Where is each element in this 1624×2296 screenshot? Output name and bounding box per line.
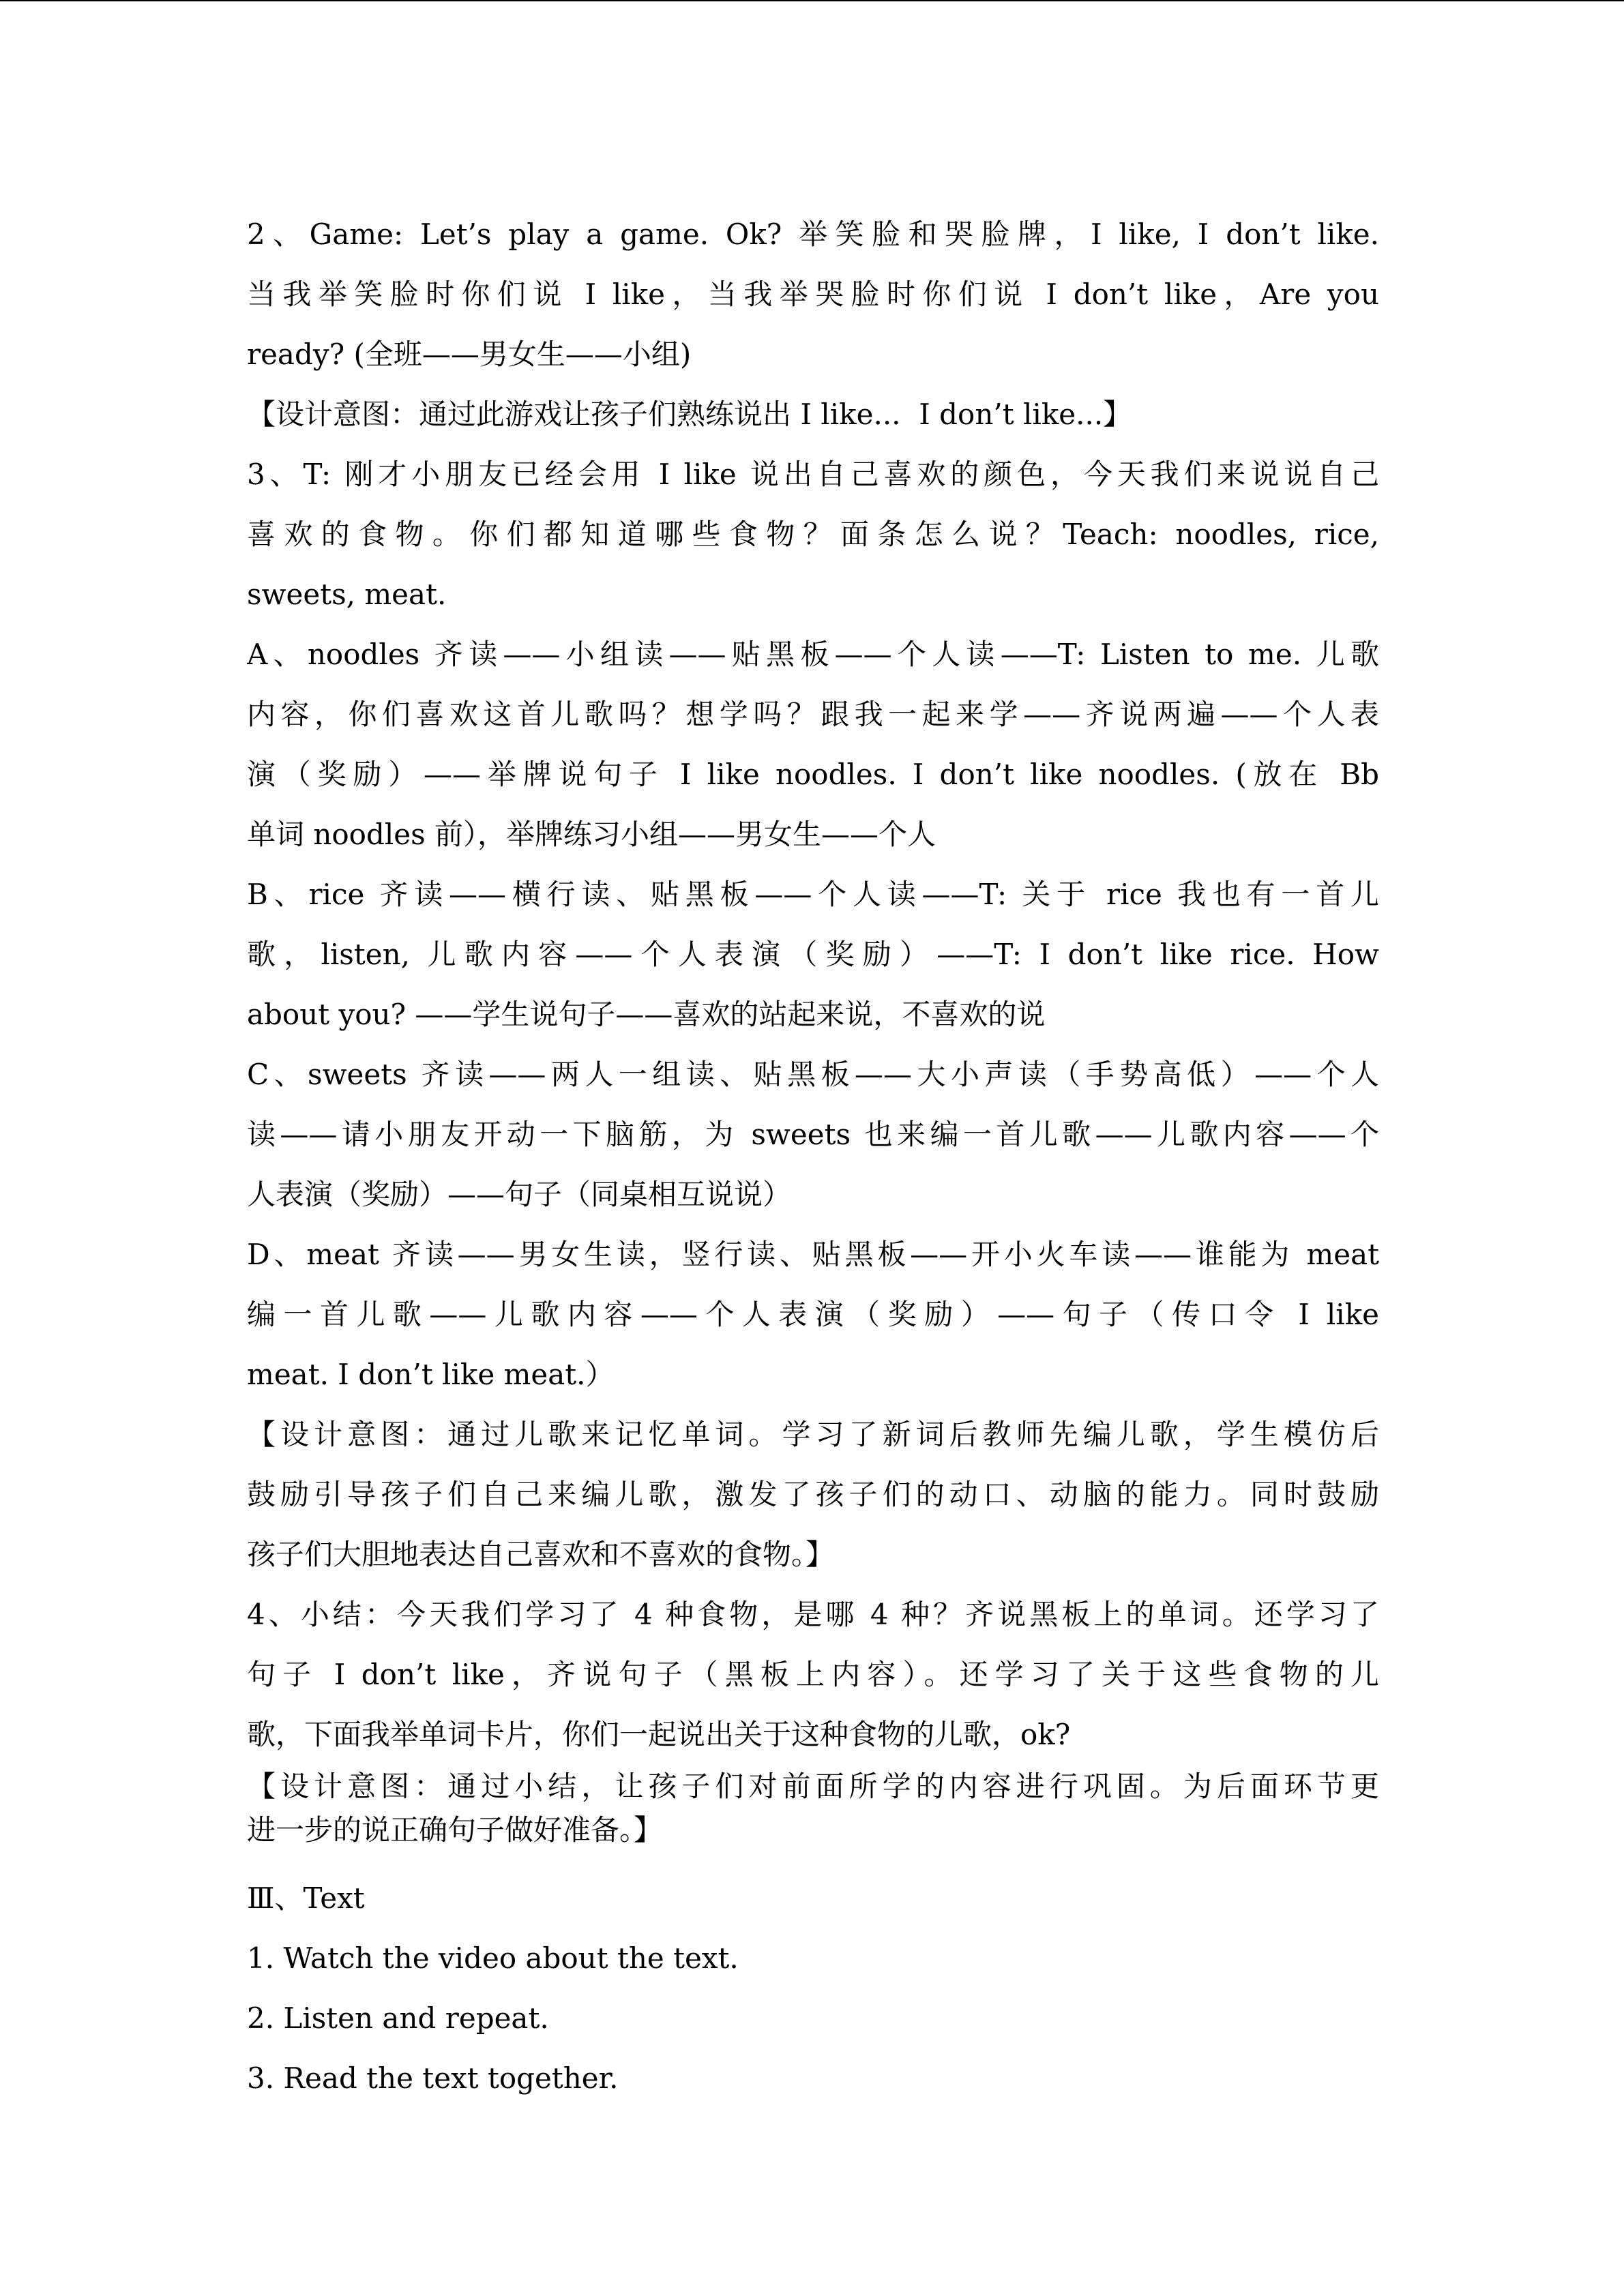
design-intent-line: 【设计意图：通过此游戏让孩子们熟练说出 I like... I don’t like...】 (247, 398, 1132, 431)
section-heading: Ⅲ、Text (247, 1881, 365, 1915)
design-intent-line: 【设计意图：通过小结，让孩子们对前面所学的内容进行巩固。为后面环节更 (247, 1770, 1379, 1803)
text-line: 读——请小朋友开动一下脑筋，为 sweets 也来编一首儿歌——儿歌内容——个 (247, 1118, 1379, 1151)
text-line: 人表演（奖励）——句子（同桌相互说说） (247, 1178, 792, 1211)
text-line: 3、T: 刚才小朋友已经会用 I like 说出自己喜欢的颜色，今天我们来说说自己 (247, 458, 1379, 491)
text-line: A、noodles 齐读——小组读——贴黑板——个人读——T: Listen to me. 儿歌 (247, 638, 1379, 671)
text-line: 2、Game: Let’s play a game. Ok? 举笑脸和哭脸牌，I like, I don’t like. (247, 218, 1379, 251)
text-line: B、rice 齐读——横行读、贴黑板——个人读——T: 关于 rice 我也有一首儿 (247, 878, 1379, 911)
design-intent-line: 鼓励引导孩子们自己来编儿歌，激发了孩子们的动口、动脑的能力。同时鼓励 (247, 1478, 1379, 1511)
list-item: 3. Read the text together. (247, 2061, 619, 2095)
list-item: 2. Listen and repeat. (247, 2001, 549, 2035)
text-line: 句子 I don’t like，齐说句子（黑板上内容）。还学习了关于这些食物的儿 (247, 1658, 1379, 1691)
text-line: 编一首儿歌——儿歌内容——个人表演（奖励）——句子（传口令 I like (247, 1298, 1379, 1331)
page-top-border (0, 0, 1624, 1)
document-page (247, 205, 1379, 2108)
text-line: about you? ——学生说句子——喜欢的站起来说，不喜欢的说 (247, 998, 1046, 1031)
text-line: ready? (全班——男女生——小组) (247, 338, 692, 371)
design-intent-line: 【设计意图：通过儿歌来记忆单词。学习了新词后教师先编儿歌，学生模仿后 (247, 1418, 1379, 1451)
design-intent-line: 进一步的说正确句子做好准备。】 (247, 1813, 663, 1847)
text-line: 当我举笑脸时你们说 I like，当我举哭脸时你们说 I don’t like，Are you (247, 278, 1379, 311)
text-line: C、sweets 齐读——两人一组读、贴黑板——大小声读（手势高低）——个人 (247, 1058, 1379, 1091)
text-line: meat. I don’t like meat.） (247, 1358, 615, 1391)
design-intent-line: 孩子们大胆地表达自己喜欢和不喜欢的食物。】 (247, 1538, 835, 1571)
list-item: 1. Watch the video about the text. (247, 1941, 739, 1975)
text-line: D、meat 齐读——男女生读，竖行读、贴黑板——开小火车读——谁能为 meat (247, 1238, 1379, 1271)
text-line: sweets, meat. (247, 578, 447, 611)
text-line: 内容，你们喜欢这首儿歌吗？想学吗？跟我一起来学——齐说两遍——个人表 (247, 698, 1379, 731)
text-line: 4、小结：今天我们学习了 4 种食物，是哪 4 种？齐说黑板上的单词。还学习了 (247, 1598, 1379, 1631)
text-line: 喜欢的食物。你们都知道哪些食物？面条怎么说？Teach: noodles, rice, (247, 518, 1379, 551)
text-line: 歌，下面我举单词卡片，你们一起说出关于这种食物的儿歌，ok? (247, 1718, 1071, 1751)
text-line: 演（奖励）——举牌说句子 I like noodles. I don’t like noodles. (放在 Bb (247, 758, 1379, 791)
text-line: 歌，listen, 儿歌内容——个人表演（奖励）——T: I don’t like rice. How (247, 938, 1379, 971)
text-line: 单词 noodles 前），举牌练习小组——男女生——个人 (247, 818, 936, 851)
